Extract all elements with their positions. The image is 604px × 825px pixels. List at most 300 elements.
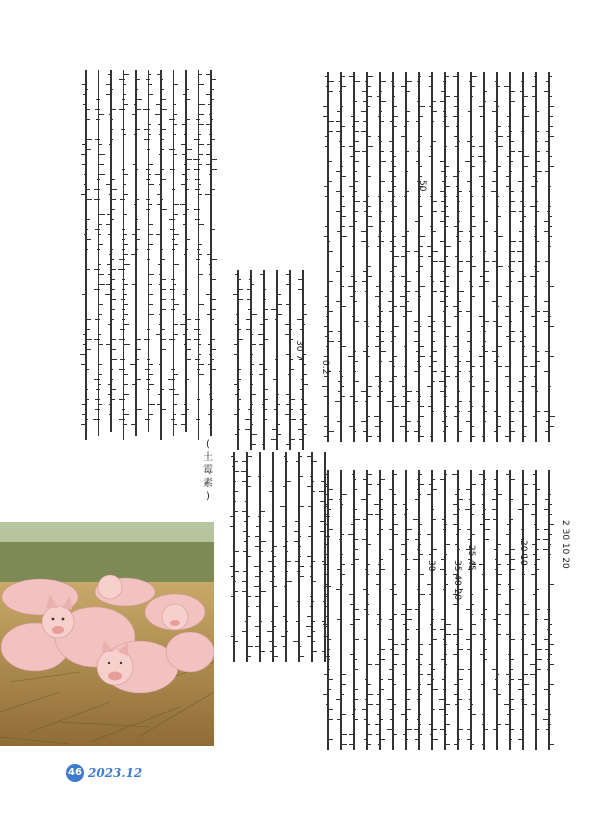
glyph-mark: [416, 351, 420, 352]
glyph-mark: [308, 536, 313, 537]
glyph-mark: [465, 161, 472, 162]
glyph-mark: [182, 174, 187, 175]
glyph-mark: [302, 414, 306, 415]
glyph-mark: [418, 266, 423, 267]
glyph-mark: [483, 261, 489, 262]
glyph-mark: [470, 634, 476, 635]
glyph-mark: [377, 534, 381, 535]
glyph-mark: [311, 601, 314, 602]
glyph-mark: [366, 106, 370, 107]
glyph-mark: [325, 484, 329, 485]
glyph-mark: [173, 204, 179, 205]
glyph-mark: [172, 189, 175, 190]
glyph-mark: [418, 574, 424, 575]
glyph-mark: [194, 209, 200, 210]
glyph-mark: [508, 584, 511, 585]
glyph-mark: [85, 389, 88, 390]
glyph-mark: [444, 544, 450, 545]
glyph-mark: [210, 369, 216, 370]
glyph-mark: [441, 559, 446, 560]
glyph-mark: [454, 744, 459, 745]
glyph-mark: [173, 304, 179, 305]
glyph-mark: [530, 664, 537, 665]
glyph-mark: [441, 659, 446, 660]
glyph-mark: [496, 206, 499, 207]
glyph-mark: [429, 554, 433, 555]
glyph-mark: [548, 356, 554, 357]
glyph-mark: [547, 659, 550, 660]
glyph-mark: [353, 361, 358, 362]
glyph-mark: [122, 229, 125, 230]
glyph-mark: [276, 424, 280, 425]
glyph-mark: [285, 561, 291, 562]
glyph-mark: [327, 121, 334, 122]
glyph-mark: [185, 159, 192, 160]
glyph-mark: [483, 649, 487, 650]
glyph-mark: [392, 534, 398, 535]
glyph-mark: [171, 279, 175, 280]
glyph-mark: [310, 566, 313, 567]
text-column-stroke: [522, 470, 524, 750]
glyph-mark: [110, 309, 115, 310]
glyph-mark: [85, 219, 90, 220]
glyph-mark: [122, 249, 125, 250]
glyph-mark: [418, 734, 422, 735]
glyph-mark: [530, 276, 537, 277]
glyph-mark: [185, 319, 191, 320]
glyph-mark: [492, 181, 498, 182]
glyph-mark: [327, 431, 334, 432]
number-run-7: 0.2: [320, 360, 330, 375]
glyph-mark: [495, 131, 498, 132]
glyph-mark: [353, 81, 360, 82]
glyph-mark: [353, 221, 357, 222]
glyph-mark: [415, 609, 420, 610]
glyph-mark: [340, 396, 345, 397]
glyph-mark: [548, 96, 552, 97]
glyph-mark: [401, 136, 407, 137]
glyph-mark: [533, 484, 537, 485]
glyph-mark: [110, 119, 113, 120]
glyph-mark: [259, 374, 265, 375]
glyph-mark: [366, 416, 370, 417]
glyph-mark: [259, 551, 263, 552]
glyph-mark: [509, 499, 513, 500]
glyph-mark: [431, 231, 436, 232]
glyph-mark: [440, 629, 446, 630]
glyph-mark: [469, 401, 472, 402]
glyph-mark: [376, 336, 381, 337]
glyph-mark: [379, 529, 383, 530]
glyph-mark: [210, 169, 217, 170]
glyph-mark: [405, 401, 410, 402]
glyph-mark: [535, 271, 539, 272]
glyph-mark: [496, 136, 503, 137]
glyph-mark: [455, 494, 459, 495]
glyph-mark: [366, 704, 373, 705]
glyph-mark: [135, 199, 139, 200]
glyph-mark: [327, 639, 331, 640]
glyph-mark: [535, 529, 539, 530]
glyph-mark: [135, 349, 141, 350]
glyph-mark: [121, 299, 125, 300]
glyph-mark: [158, 394, 162, 395]
glyph-mark: [246, 456, 252, 457]
glyph-mark: [518, 689, 524, 690]
glyph-mark: [206, 94, 212, 95]
glyph-mark: [353, 131, 359, 132]
glyph-mark: [123, 304, 128, 305]
glyph-mark: [120, 199, 125, 200]
glyph-mark: [376, 286, 381, 287]
glyph-mark: [254, 586, 261, 587]
glyph-mark: [83, 344, 87, 345]
glyph-mark: [509, 241, 516, 242]
glyph-mark: [431, 341, 435, 342]
glyph-mark: [157, 74, 162, 75]
glyph-mark: [506, 474, 511, 475]
glyph-mark: [256, 526, 261, 527]
glyph-mark: [509, 261, 515, 262]
glyph-mark: [444, 376, 450, 377]
glyph-mark: [533, 704, 537, 705]
glyph-mark: [546, 729, 550, 730]
glyph-mark: [158, 124, 162, 125]
glyph-mark: [429, 724, 433, 725]
text-column: [335, 72, 347, 442]
glyph-mark: [198, 134, 201, 135]
glyph-mark: [492, 111, 498, 112]
glyph-mark: [185, 149, 192, 150]
glyph-mark: [340, 146, 345, 147]
glyph-mark: [496, 724, 501, 725]
glyph-mark: [547, 669, 550, 670]
glyph-mark: [535, 549, 539, 550]
glyph-mark: [235, 394, 239, 395]
glyph-mark: [403, 504, 407, 505]
glyph-mark: [444, 724, 450, 725]
glyph-mark: [98, 284, 105, 285]
glyph-mark: [107, 264, 112, 265]
glyph-mark: [440, 221, 446, 222]
glyph-mark: [309, 526, 313, 527]
glyph-mark: [509, 251, 515, 252]
glyph-mark: [392, 524, 398, 525]
glyph-mark: [246, 606, 249, 607]
glyph-mark: [160, 209, 167, 210]
glyph-mark: [82, 144, 87, 145]
text-column: [387, 72, 399, 442]
glyph-mark: [405, 81, 412, 82]
glyph-mark: [172, 239, 175, 240]
glyph-mark: [457, 729, 463, 730]
glyph-mark: [269, 531, 274, 532]
glyph-mark: [300, 419, 304, 420]
glyph-mark: [469, 191, 472, 192]
glyph-mark: [295, 561, 300, 562]
glyph-mark: [298, 536, 301, 537]
glyph-mark: [144, 339, 150, 340]
glyph-mark: [185, 119, 190, 120]
glyph-mark: [378, 136, 381, 137]
glyph-mark: [340, 574, 345, 575]
paren-close: ): [206, 491, 210, 502]
glyph-mark: [379, 331, 384, 332]
glyph-mark: [417, 421, 420, 422]
glyph-mark: [457, 739, 460, 740]
glyph-mark: [535, 489, 540, 490]
text-column: [293, 452, 305, 662]
glyph-mark: [250, 414, 253, 415]
glyph-mark: [466, 261, 472, 262]
glyph-mark: [184, 404, 187, 405]
glyph-mark: [492, 509, 498, 510]
glyph-mark: [237, 329, 241, 330]
glyph-mark: [417, 361, 420, 362]
glyph-mark: [440, 479, 446, 480]
glyph-mark: [548, 116, 553, 117]
glyph-mark: [379, 311, 383, 312]
glyph-mark: [547, 211, 550, 212]
glyph-mark: [532, 504, 537, 505]
glyph-mark: [185, 179, 188, 180]
glyph-mark: [160, 329, 165, 330]
glyph-mark: [147, 359, 150, 360]
glyph-mark: [418, 406, 424, 407]
glyph-mark: [363, 519, 368, 520]
glyph-mark: [237, 379, 241, 380]
glyph-mark: [494, 411, 498, 412]
glyph-mark: [532, 544, 537, 545]
glyph-mark: [496, 416, 501, 417]
glyph-mark: [548, 524, 554, 525]
glyph-mark: [547, 609, 550, 610]
glyph-mark: [198, 84, 204, 85]
glyph-mark: [543, 311, 550, 312]
glyph-mark: [418, 416, 424, 417]
glyph-mark: [518, 281, 524, 282]
glyph-mark: [534, 564, 537, 565]
glyph-mark: [430, 396, 433, 397]
glyph-mark: [496, 366, 502, 367]
glyph-mark: [417, 141, 420, 142]
glyph-mark: [480, 524, 485, 525]
glyph-mark: [255, 626, 261, 627]
glyph-mark: [98, 384, 101, 385]
glyph-mark: [480, 276, 485, 277]
glyph-mark: [110, 259, 114, 260]
glyph-mark: [327, 251, 333, 252]
glyph-mark: [493, 729, 498, 730]
glyph-mark: [522, 634, 526, 635]
glyph-mark: [534, 524, 537, 525]
glyph-mark: [84, 184, 87, 185]
glyph-mark: [98, 224, 102, 225]
glyph-mark: [505, 366, 511, 367]
glyph-mark: [496, 544, 501, 545]
glyph-mark: [198, 194, 202, 195]
glyph-mark: [146, 79, 150, 80]
glyph-mark: [379, 341, 384, 342]
glyph-mark: [483, 589, 488, 590]
glyph-mark: [531, 714, 537, 715]
glyph-mark: [246, 656, 251, 657]
glyph-mark: [258, 334, 265, 335]
glyph-mark: [206, 74, 212, 75]
glyph-mark: [198, 164, 202, 165]
glyph-mark: [509, 201, 515, 202]
glyph-mark: [237, 289, 243, 290]
glyph-mark: [148, 204, 152, 205]
glyph-mark: [522, 346, 525, 347]
glyph-mark: [157, 204, 162, 205]
glyph-mark: [378, 196, 381, 197]
glyph-mark: [417, 699, 420, 700]
glyph-mark: [282, 526, 287, 527]
glyph-mark: [272, 656, 278, 657]
glyph-mark: [245, 429, 252, 430]
glyph-mark: [336, 699, 342, 700]
glyph-mark: [361, 231, 368, 232]
glyph-mark: [259, 511, 265, 512]
glyph-mark: [389, 529, 394, 530]
glyph-mark: [544, 231, 550, 232]
glyph-mark: [327, 709, 333, 710]
glyph-mark: [110, 279, 115, 280]
glyph-mark: [418, 714, 421, 715]
glyph-mark: [482, 744, 485, 745]
glyph-mark: [505, 376, 511, 377]
glyph-mark: [457, 431, 462, 432]
glyph-mark: [456, 126, 459, 127]
glyph-mark: [247, 299, 252, 300]
glyph-mark: [376, 326, 381, 327]
text-column-stroke: [379, 470, 381, 750]
glyph-mark: [454, 694, 459, 695]
glyph-mark: [98, 144, 102, 145]
glyph-mark: [418, 346, 424, 347]
glyph-mark: [263, 419, 267, 420]
glyph-mark: [379, 381, 382, 382]
glyph-mark: [453, 504, 459, 505]
glyph-mark: [148, 384, 154, 385]
glyph-mark: [405, 639, 409, 640]
glyph-mark: [387, 401, 394, 402]
glyph-mark: [509, 669, 513, 670]
glyph-mark: [469, 241, 472, 242]
glyph-mark: [431, 251, 438, 252]
glyph-mark: [123, 134, 126, 135]
glyph-mark: [250, 394, 256, 395]
glyph-mark: [336, 171, 342, 172]
glyph-mark: [109, 414, 112, 415]
glyph-mark: [378, 306, 381, 307]
glyph-mark: [418, 426, 421, 427]
glyph-mark: [160, 349, 166, 350]
glyph-mark: [148, 84, 152, 85]
glyph-mark: [417, 401, 420, 402]
glyph-mark: [522, 704, 527, 705]
glyph-mark: [98, 154, 105, 155]
glyph-mark: [323, 116, 329, 117]
glyph-mark: [263, 299, 266, 300]
glyph-mark: [495, 679, 498, 680]
glyph-mark: [470, 594, 473, 595]
glyph-mark: [85, 349, 91, 350]
glyph-mark: [478, 156, 485, 157]
glyph-mark: [404, 366, 407, 367]
glyph-mark: [148, 234, 153, 235]
glyph-mark: [470, 206, 474, 207]
glyph-mark: [353, 401, 358, 402]
glyph-mark: [444, 416, 447, 417]
glyph-mark: [442, 519, 446, 520]
glyph-mark: [522, 306, 529, 307]
glyph-mark: [327, 181, 332, 182]
glyph-mark: [361, 131, 368, 132]
glyph-mark: [322, 386, 329, 387]
glyph-mark: [340, 216, 346, 217]
glyph-mark: [392, 614, 397, 615]
glyph-mark: [146, 199, 150, 200]
glyph-mark: [259, 651, 265, 652]
glyph-mark: [466, 361, 472, 362]
glyph-mark: [416, 629, 420, 630]
glyph-mark: [444, 196, 447, 197]
number-run-5: 30: [426, 560, 436, 572]
glyph-mark: [250, 384, 253, 385]
glyph-mark: [294, 531, 300, 532]
glyph-mark: [353, 489, 357, 490]
glyph-mark: [522, 654, 528, 655]
glyph-mark: [250, 354, 253, 355]
glyph-mark: [521, 529, 524, 530]
glyph-mark: [259, 364, 265, 365]
glyph-mark: [427, 534, 433, 535]
glyph-mark: [349, 76, 355, 77]
glyph-mark: [180, 204, 187, 205]
glyph-mark: [431, 509, 434, 510]
glyph-mark: [123, 74, 129, 75]
glyph-mark: [302, 434, 306, 435]
glyph-mark: [109, 254, 112, 255]
glyph-mark: [444, 296, 448, 297]
text-column: [335, 470, 347, 750]
glyph-mark: [148, 134, 151, 135]
glyph-mark: [414, 341, 420, 342]
text-column: [452, 72, 464, 442]
glyph-mark: [417, 589, 420, 590]
glyph-mark: [323, 564, 329, 565]
glyph-mark: [548, 534, 552, 535]
glyph-mark: [156, 104, 162, 105]
glyph-mark: [339, 371, 342, 372]
glyph-mark: [522, 166, 528, 167]
glyph-mark: [306, 626, 313, 627]
glyph-mark: [300, 329, 304, 330]
glyph-mark: [535, 559, 540, 560]
glyph-mark: [196, 419, 200, 420]
glyph-mark: [496, 236, 503, 237]
glyph-mark: [110, 369, 113, 370]
glyph-mark: [363, 351, 368, 352]
glyph-mark: [379, 111, 382, 112]
glyph-mark: [548, 494, 551, 495]
text-column: [543, 470, 555, 750]
glyph-mark: [285, 414, 291, 415]
glyph-mark: [365, 569, 368, 570]
glyph-mark: [392, 396, 396, 397]
